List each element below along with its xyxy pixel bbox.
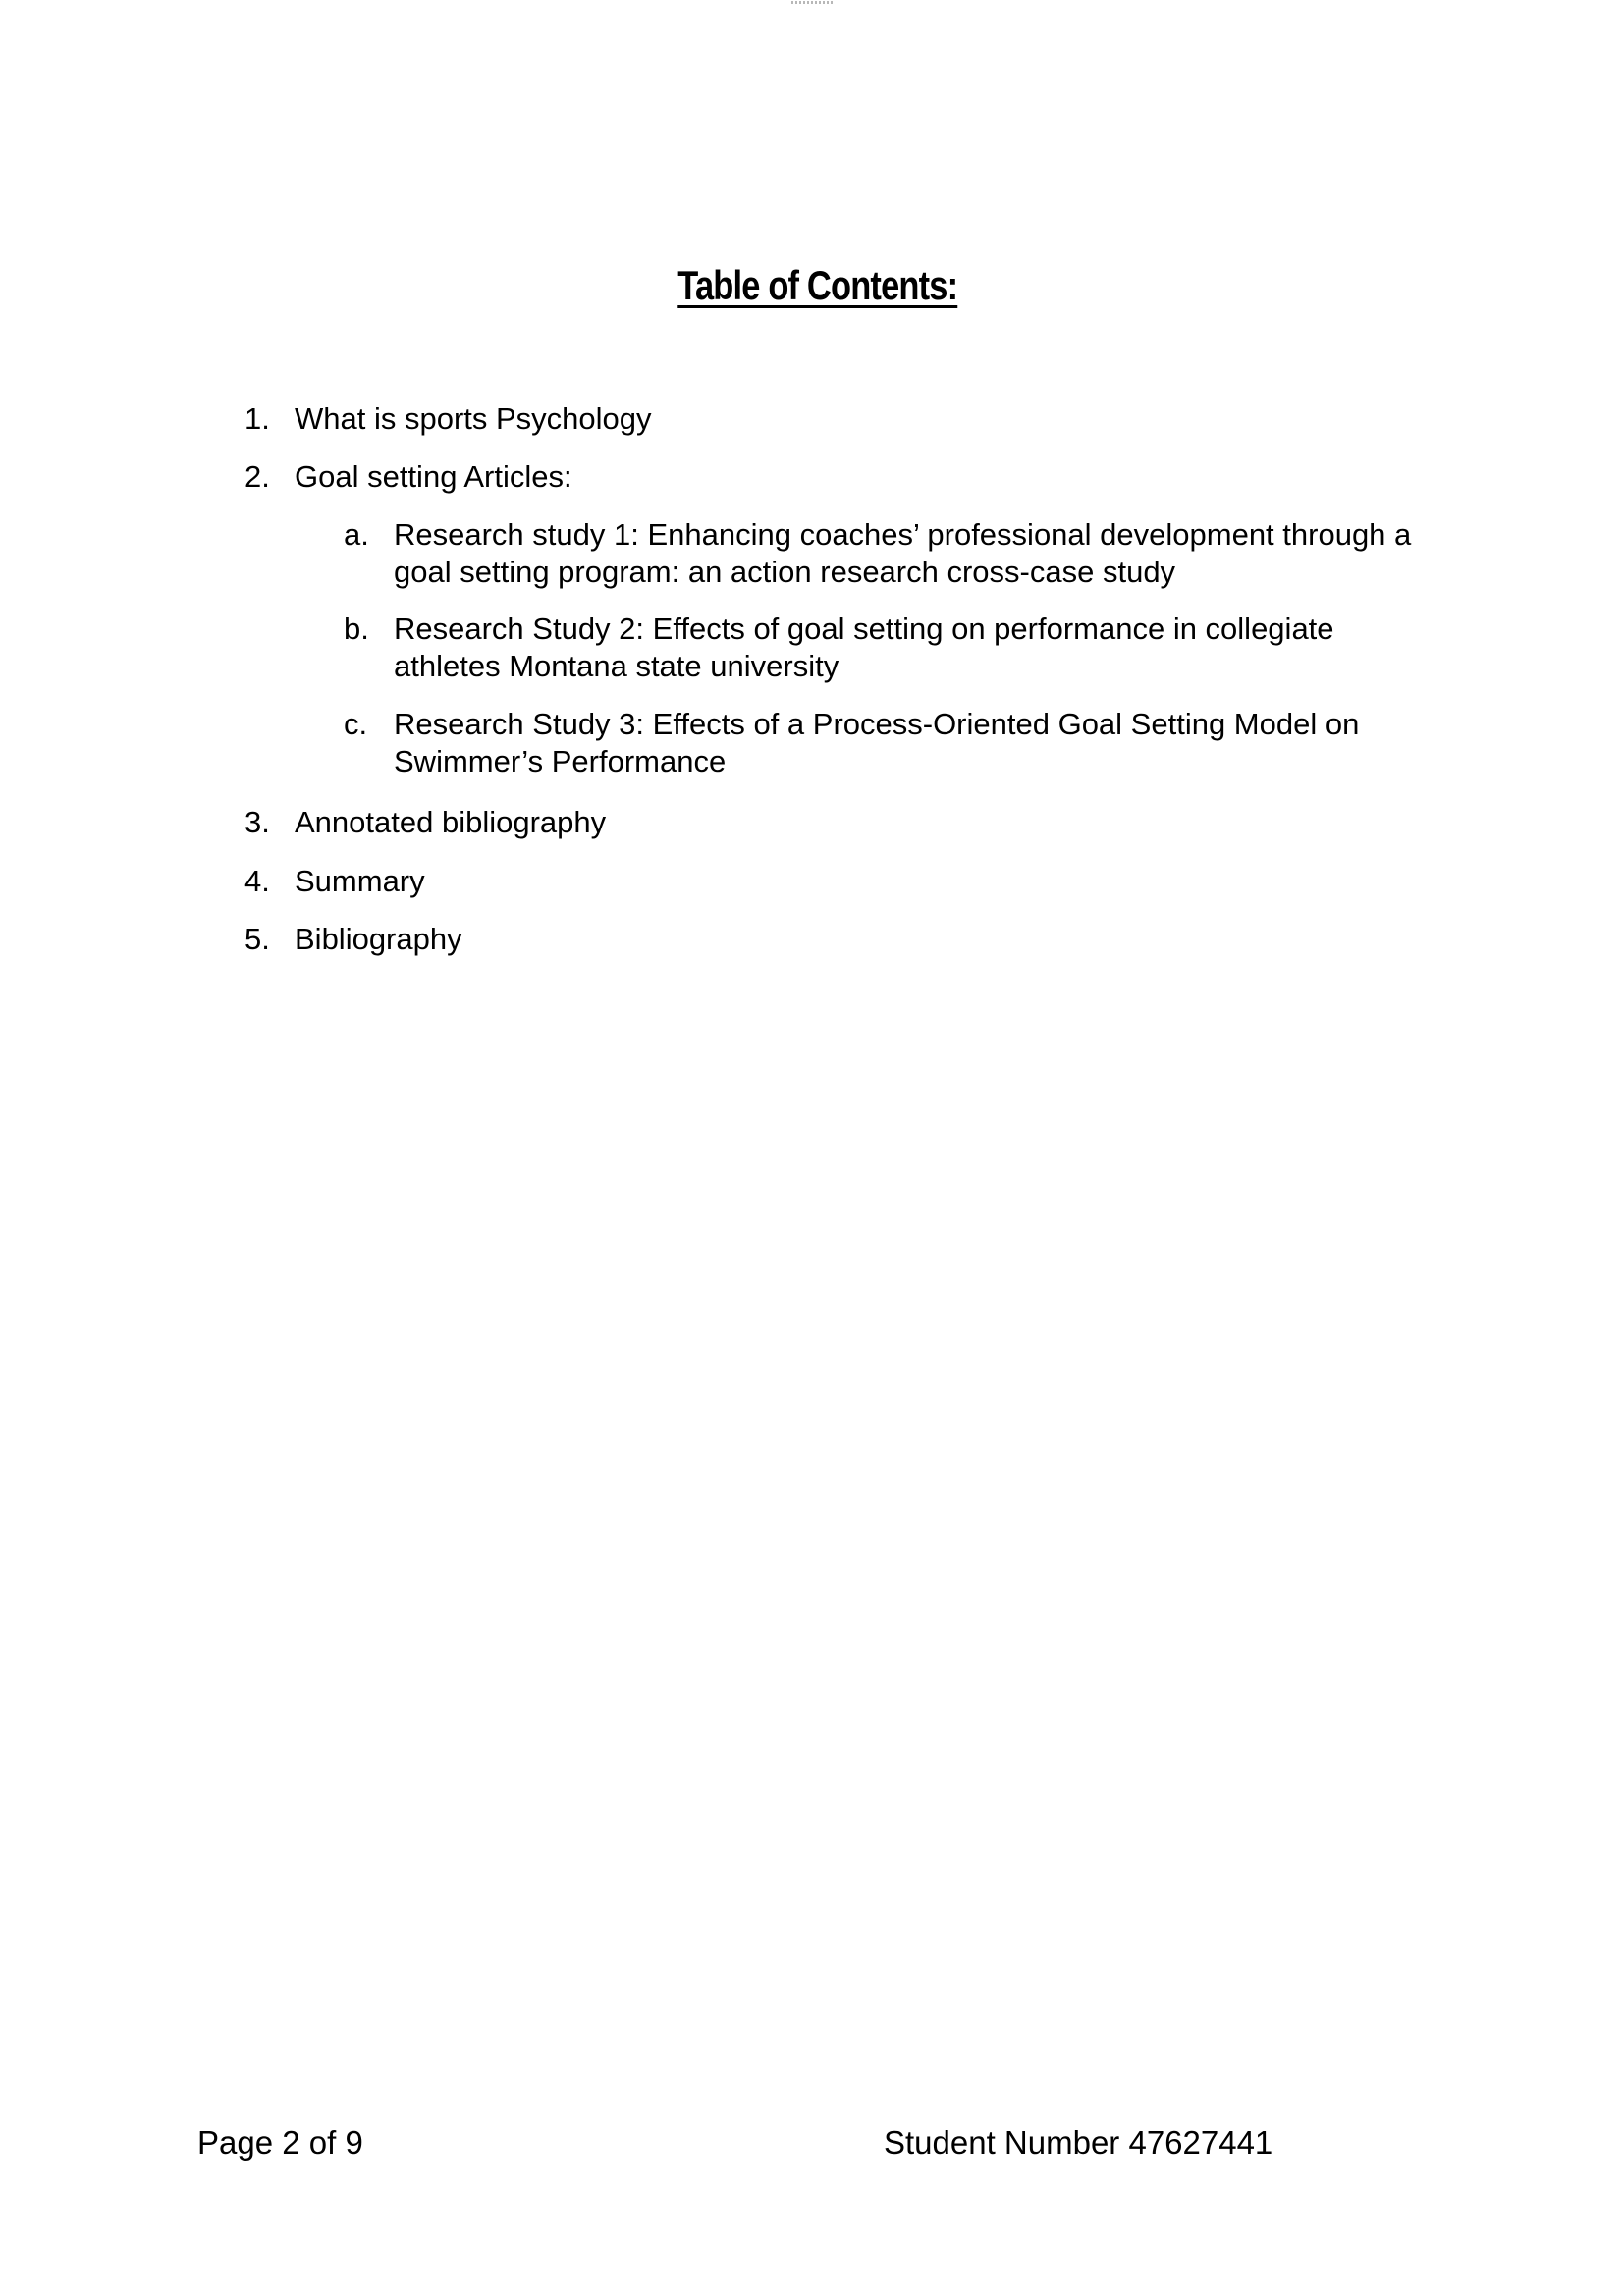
toc-item-label: Goal setting Articles:	[295, 459, 572, 494]
toc-subitem-marker: a.	[344, 517, 369, 552]
toc-subitem-line: athletes Montana state university	[394, 649, 839, 683]
toc-subitem-marker: b.	[344, 612, 369, 646]
toc-subitem-label	[394, 516, 1415, 591]
toc-item-label: Bibliography	[295, 922, 462, 956]
toc-subitem-label	[394, 706, 1415, 780]
toc-item-marker: 3.	[244, 805, 270, 839]
toc-item-marker: 4.	[244, 864, 270, 898]
page-number: Page 2 of 9	[197, 2124, 363, 2161]
student-number: Student Number 47627441	[884, 2124, 1273, 2161]
toc-subitem-line: Research Study 3: Effects of a Process-Oriented Goal Setting Model on	[394, 707, 1360, 741]
toc-item-label: What is sports Psychology	[295, 401, 652, 436]
toc-subitem-line: Swimmer’s Performance	[394, 744, 727, 778]
toc-item-marker: 2.	[244, 459, 270, 494]
toc-subitem-marker: c.	[344, 707, 368, 741]
toc-item-marker: 1.	[244, 401, 270, 436]
toc-item-label: Annotated bibliography	[295, 805, 607, 839]
toc-subitem-line: Research Study 2: Effects of goal setting on performance in collegiate	[394, 612, 1334, 646]
header-artifact	[791, 1, 833, 4]
toc-item-label: Summary	[295, 864, 425, 898]
toc-subitem-line: goal setting program: an action research cross-case study	[394, 555, 1176, 589]
toc-item-marker: 5.	[244, 922, 270, 956]
toc-subitem-line: Research study 1: Enhancing coaches’ professional development through a	[394, 517, 1412, 552]
page-title	[0, 262, 1624, 308]
page-title-text: Table of Contents:	[677, 262, 958, 308]
toc-subitem-label	[394, 611, 1415, 685]
